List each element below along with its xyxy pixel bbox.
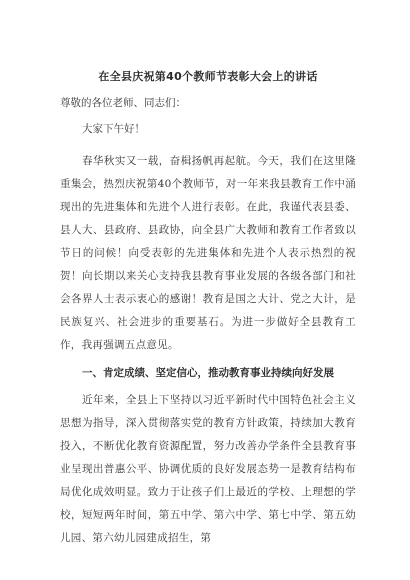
- section-heading-1: 一、肯定成绩、坚定信心，推动教育事业持续向好发展: [82, 367, 334, 379]
- section-1-paragraph: 近年来，全县上下坚持以习近平新时代中国特色社会主义思想为指导，深入贯彻落实党的教育方针政策，持续加大教育投入，不断优化教育资源配置，努力改善办学条件全县教育事业呈现出普惠公平、协调优质的良好发展态势一是教育结构布局优化成效明显。致力于让孩子们上最近的学校、上理想的学校，短短两年时间，第五中学、第六中学、第七中学、第五幼儿园、第六幼儿园建成招生，第: [60, 394, 356, 544]
- greeting: 大家下午好！: [82, 123, 145, 135]
- document-title: 在全县庆祝第40个教师节表彰大会上的讲话: [98, 70, 318, 83]
- opening-paragraph: 春华秋实又一载，奋楫扬帆再起航。今天，我们在这里隆重集会，热烈庆祝第40个教师节，对一年来我县教育工作中涌现出的先进集体和先进个人进行表彰。在此，我谨代表县委、县人大、县政府、县政协，向全县广大教师和教育工作者致以节日的问候！向受表彰的先进集体和先进个人表示热烈的祝贺！向长期以来关心支持我县教育事业发展的各级各部门和社会各界人士表示衷心的感谢！教育是国之大计、党之大计，是民族复兴、社会进步的重要基石。为进一步做好全县教育工作，我再强调五点意见。: [60, 155, 356, 351]
- salutation: 尊敬的各位老师、同志们：: [60, 97, 186, 109]
